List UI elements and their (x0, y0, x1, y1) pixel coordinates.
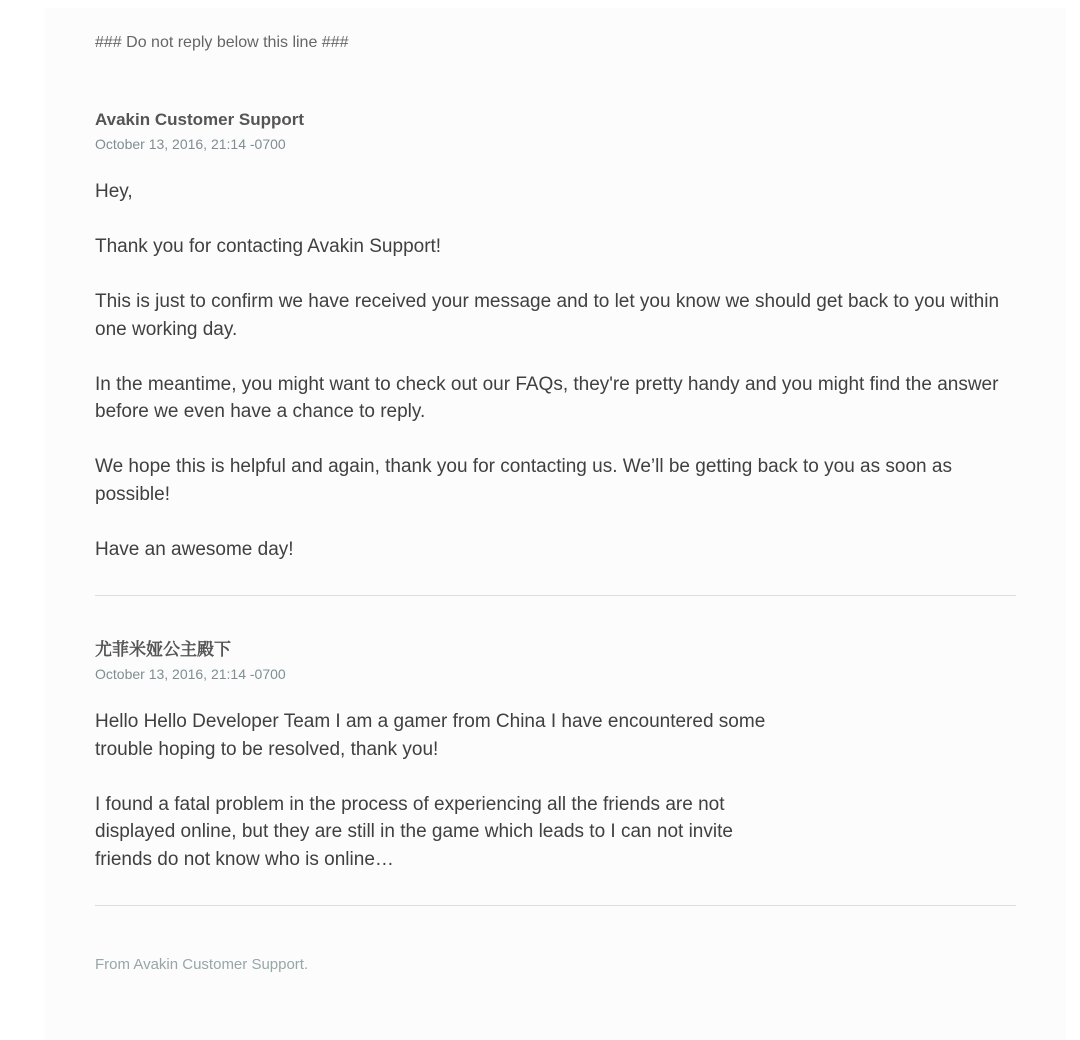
message-author: Avakin Customer Support (95, 110, 305, 129)
message-paragraph: We hope this is helpful and again, thank you for contacting us. We’ll be getting back to you as soon as possible! (95, 456, 952, 505)
message-paragraph: In the meantime, you might want to check out our FAQs, they're pretty handy and you might find the answer before we even have a chance to reply. (95, 373, 999, 422)
message-support (95, 110, 1016, 563)
message-paragraph: I found a fatal problem in the process of experiencing all the friends are not displayed online, but they are still in the game which leads to I can not invite friends do not know who is online… (95, 793, 733, 870)
message-body (95, 708, 1016, 873)
message-user (95, 640, 1016, 873)
message-timestamp: October 13, 2016, 21:14 -0700 (95, 136, 286, 152)
message-body (95, 178, 1016, 563)
message-paragraph: Hello Hello Developer Team I am a gamer from China I have encountered some trouble hoping to be resolved, thank you! (95, 711, 766, 760)
message-divider (95, 595, 1016, 596)
message-timestamp: October 13, 2016, 21:14 -0700 (95, 666, 286, 682)
email-card (45, 8, 1066, 1040)
message-divider (95, 905, 1016, 906)
message-paragraph: Have an awesome day! (95, 538, 294, 560)
message-author: 尤菲米娅公主殿下 (95, 640, 231, 659)
message-paragraph: Hey, (95, 181, 133, 202)
message-paragraph: Thank you for contacting Avakin Support! (95, 236, 442, 257)
message-paragraph: This is just to confirm we have received your message and to let you know we should get back to you within one working day. (95, 291, 1000, 340)
email-footer: From Avakin Customer Support. (95, 956, 309, 973)
do-not-reply-notice: ### Do not reply below this line ### (95, 34, 349, 51)
